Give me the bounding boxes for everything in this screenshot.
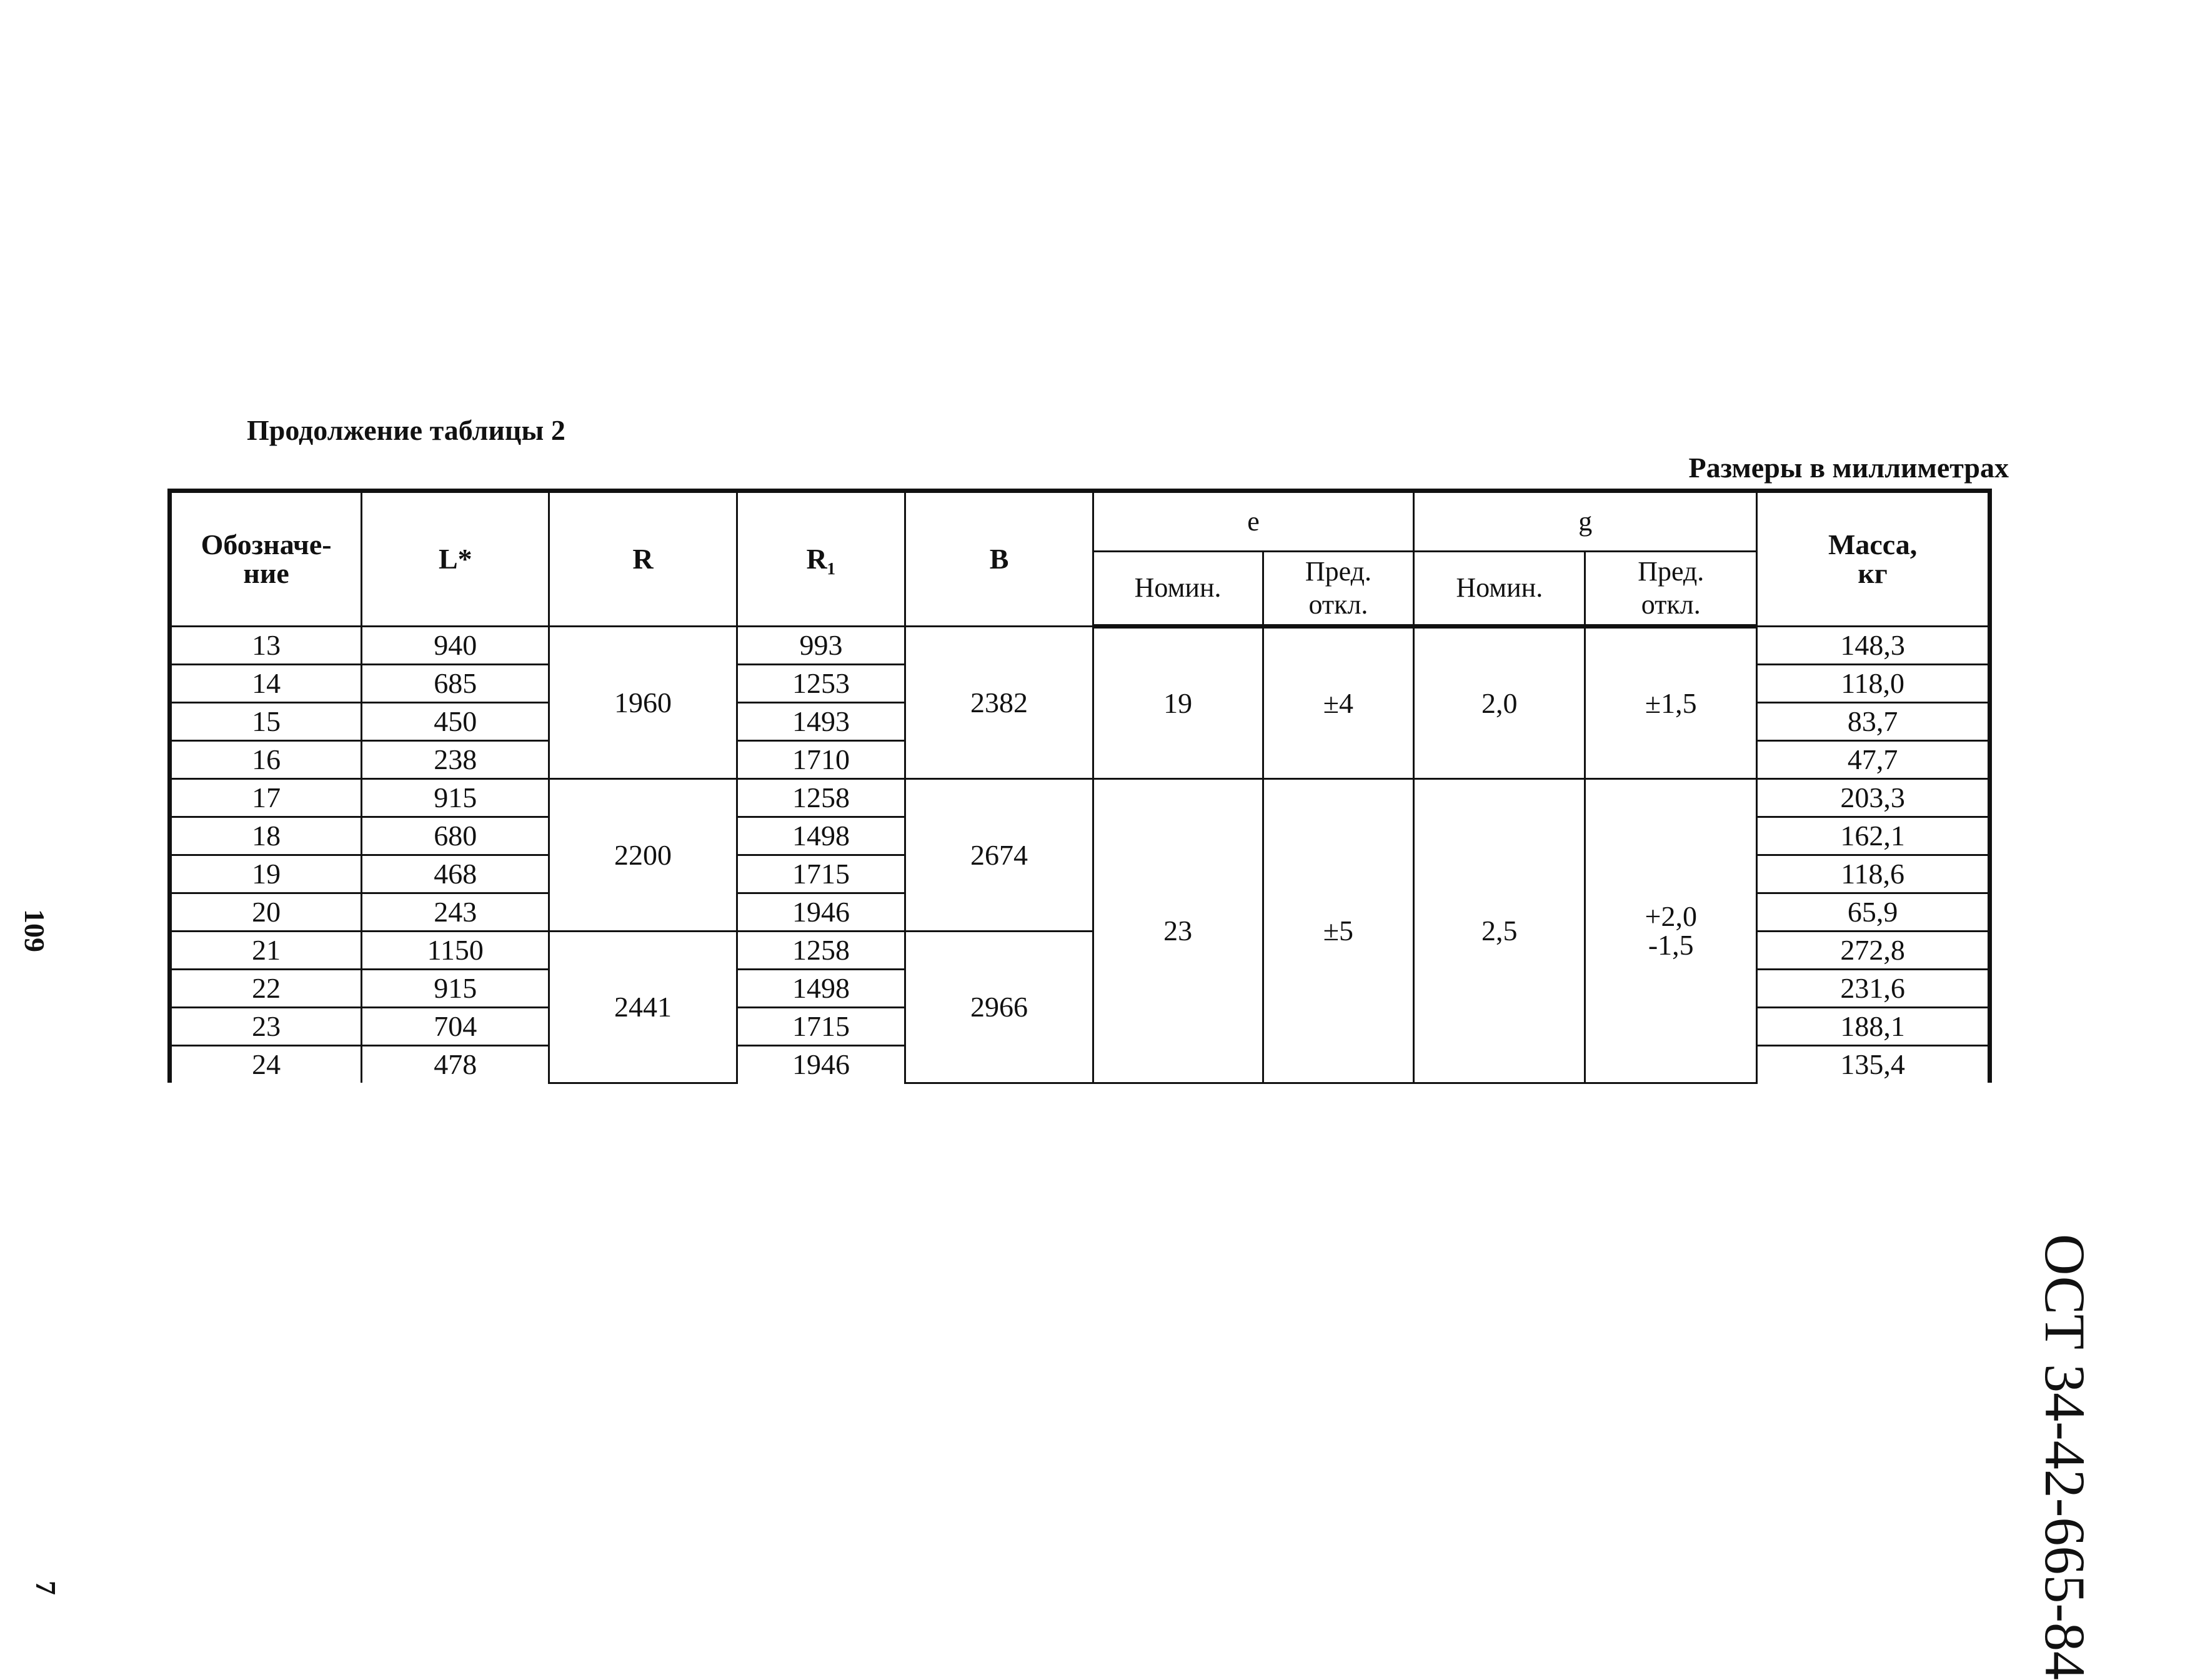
header-R: R	[549, 491, 737, 627]
dimensions-table	[167, 489, 1992, 1084]
header-B: B	[905, 491, 1093, 627]
cell-g-tolerance: +2,0 -1,5	[1585, 779, 1757, 1083]
header-mass: Масса, кг	[1757, 491, 1990, 627]
cell-e-nominal: 23	[1093, 779, 1263, 1083]
cell-designation: 22	[170, 970, 362, 1008]
cell-designation: 17	[170, 779, 362, 817]
table-caption: Продолжение таблицы 2	[247, 414, 565, 446]
header-designation: Обозначе- ние	[170, 491, 362, 627]
cell-g-tolerance: ±1,5	[1585, 627, 1757, 779]
cell-B: 2674	[905, 779, 1093, 932]
cell-mass: 135,4	[1757, 1046, 1990, 1083]
cell-mass: 231,6	[1757, 970, 1990, 1008]
cell-mass: 65,9	[1757, 893, 1990, 932]
cell-mass: 272,8	[1757, 932, 1990, 970]
cell-R1: 1715	[737, 855, 905, 893]
cell-e-tolerance: ±5	[1263, 779, 1414, 1083]
cell-R1: 1253	[737, 665, 905, 703]
cell-mass: 188,1	[1757, 1008, 1990, 1046]
cell-designation: 15	[170, 703, 362, 741]
header-g: g	[1414, 491, 1757, 552]
cell-mass: 148,3	[1757, 627, 1990, 665]
header-e-nominal: Номин.	[1093, 552, 1263, 627]
cell-R1: 1493	[737, 703, 905, 741]
cell-designation: 14	[170, 665, 362, 703]
cell-R: 2200	[549, 779, 737, 932]
cell-designation: 20	[170, 893, 362, 932]
page-number: 109	[19, 909, 51, 952]
header-g-tolerance: Пред. откл.	[1585, 552, 1757, 627]
units-note: Размеры в миллиметрах	[1688, 452, 2009, 484]
cell-mass: 162,1	[1757, 817, 1990, 855]
header-e: e	[1093, 491, 1414, 552]
cell-R1: 993	[737, 627, 905, 665]
table-row	[170, 627, 1990, 665]
table-row	[170, 779, 1990, 817]
cell-L: 685	[362, 665, 549, 703]
cell-L: 243	[362, 893, 549, 932]
cell-mass: 203,3	[1757, 779, 1990, 817]
cell-L: 450	[362, 703, 549, 741]
cell-designation: 13	[170, 627, 362, 665]
cell-R1: 1258	[737, 779, 905, 817]
cell-R1: 1498	[737, 970, 905, 1008]
cell-B: 2382	[905, 627, 1093, 779]
cell-R1: 1258	[737, 932, 905, 970]
cell-designation: 23	[170, 1008, 362, 1046]
cell-e-tolerance: ±4	[1263, 627, 1414, 779]
cell-designation: 19	[170, 855, 362, 893]
cell-mass: 47,7	[1757, 741, 1990, 779]
cell-L: 915	[362, 779, 549, 817]
header-g-nominal: Номин.	[1414, 552, 1585, 627]
cell-R1: 1498	[737, 817, 905, 855]
cell-L: 940	[362, 627, 549, 665]
cell-mass: 118,0	[1757, 665, 1990, 703]
cell-designation: 16	[170, 741, 362, 779]
cell-designation: 18	[170, 817, 362, 855]
cell-R: 1960	[549, 627, 737, 779]
cell-designation: 21	[170, 932, 362, 970]
cell-R1: 1946	[737, 1046, 905, 1083]
document-code: ОСТ 34-42-665-84	[2033, 1234, 2097, 1680]
header-e-tolerance: Пред. откл.	[1263, 552, 1414, 627]
cell-B: 2966	[905, 932, 1093, 1083]
cell-designation: 24	[170, 1046, 362, 1083]
cell-L: 1150	[362, 932, 549, 970]
cell-R1: 1946	[737, 893, 905, 932]
cell-L: 478	[362, 1046, 549, 1083]
cell-L: 680	[362, 817, 549, 855]
cell-L: 238	[362, 741, 549, 779]
cell-mass: 118,6	[1757, 855, 1990, 893]
header-R1: R₁	[737, 491, 905, 627]
cell-R1: 1715	[737, 1008, 905, 1046]
cell-R1: 1710	[737, 741, 905, 779]
cell-g-nominal: 2,0	[1414, 627, 1585, 779]
cell-L: 915	[362, 970, 549, 1008]
cell-L: 704	[362, 1008, 549, 1046]
cell-mass: 83,7	[1757, 703, 1990, 741]
cell-R: 2441	[549, 932, 737, 1083]
header-L: L*	[362, 491, 549, 627]
cell-g-nominal: 2,5	[1414, 779, 1585, 1083]
cell-L: 468	[362, 855, 549, 893]
cell-e-nominal: 19	[1093, 627, 1263, 779]
side-mark: 7	[30, 1581, 62, 1595]
